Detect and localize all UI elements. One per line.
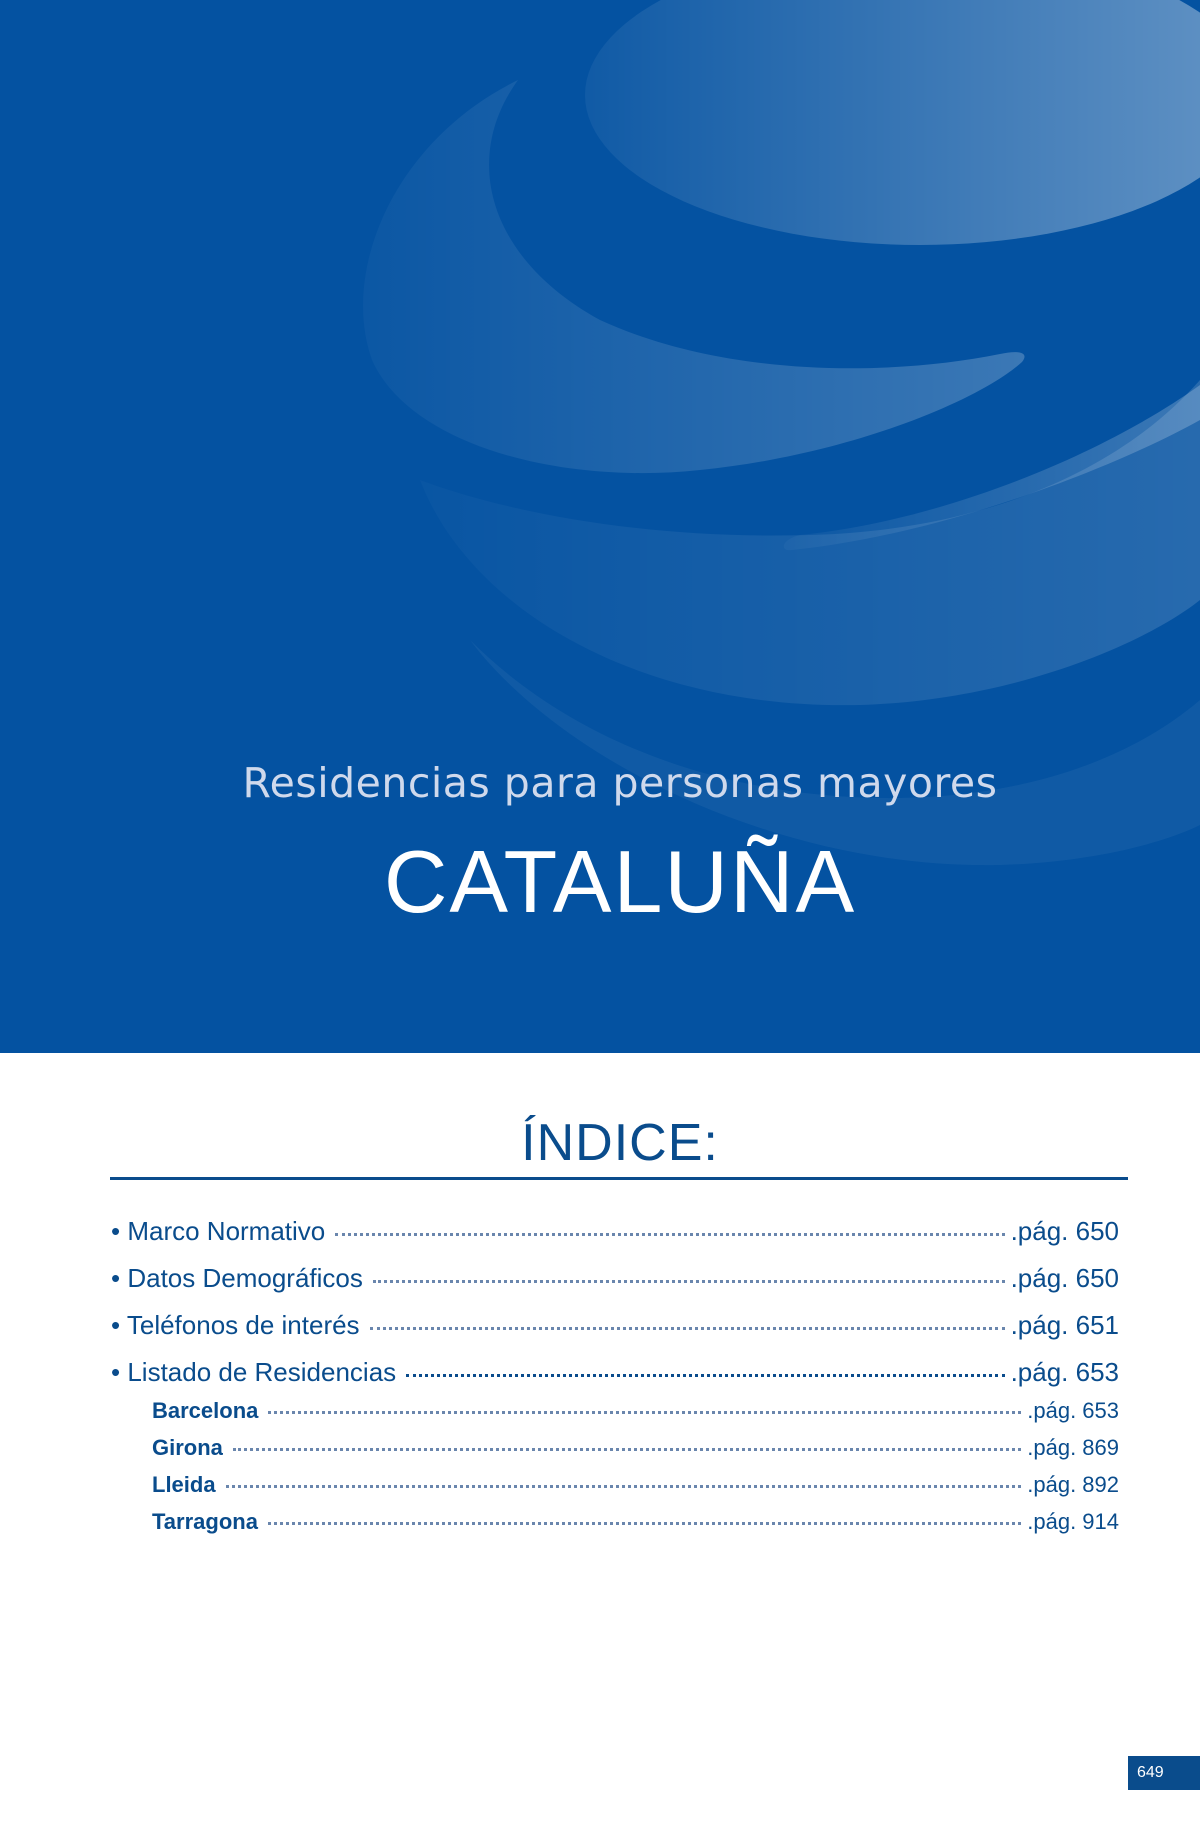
toc-subitem-lleida[interactable] [152,1472,1119,1498]
toc-item-label: • Listado de Residencias [111,1357,397,1387]
toc-item-page: .pág. 651 [1010,1310,1119,1340]
toc-subitem-page: .pág. 892 [1027,1472,1119,1497]
cover-subtitle: Residencias para personas mayores [242,759,998,807]
toc-item-page: .pág. 650 [1010,1263,1119,1293]
toc-item-marco-normativo[interactable] [111,1216,1119,1247]
toc-leader-dots [226,1485,1022,1488]
toc-item-label: • Marco Normativo [111,1216,326,1246]
toc-leader-dots [335,1233,1004,1236]
toc-subitem-label: Tarragona [152,1509,258,1534]
toc-subitem-label: Lleida [152,1472,216,1497]
index-divider [110,1177,1128,1180]
toc-leader-dots [233,1448,1021,1451]
swirl-top-ellipse [585,0,1200,245]
toc-subitem-page: .pág. 653 [1027,1398,1119,1423]
toc-subitem-label: Girona [152,1435,223,1460]
toc-item-datos-demograficos[interactable] [111,1263,1119,1294]
toc-leader-dots [373,1280,1005,1283]
toc-subitem-girona[interactable] [152,1435,1119,1461]
toc-subitem-label: Barcelona [152,1398,259,1423]
toc-subitem-page: .pág. 869 [1027,1435,1119,1460]
toc-item-label: • Datos Demográficos [111,1263,363,1293]
toc-item-page: .pág. 650 [1010,1216,1119,1246]
toc-leader-dots [268,1522,1021,1525]
toc-subitem-tarragona[interactable] [152,1509,1119,1535]
region-title: CATALUÑA [383,832,857,931]
toc-item-label: • Teléfonos de interés [111,1310,360,1340]
toc-item-listado[interactable] [111,1357,1119,1388]
toc-subitem-page: .pág. 914 [1027,1509,1119,1534]
toc-leader-dots [370,1327,1005,1330]
toc-leader-dots [406,1374,1004,1377]
toc-subitem-barcelona[interactable] [152,1398,1119,1424]
page-number: 649 [1128,1756,1200,1790]
toc-item-page: .pág. 653 [1010,1357,1119,1387]
toc-item-telefonos[interactable] [111,1310,1119,1341]
toc-leader-dots [268,1411,1021,1414]
index-heading: ÍNDICE: [521,1114,719,1172]
